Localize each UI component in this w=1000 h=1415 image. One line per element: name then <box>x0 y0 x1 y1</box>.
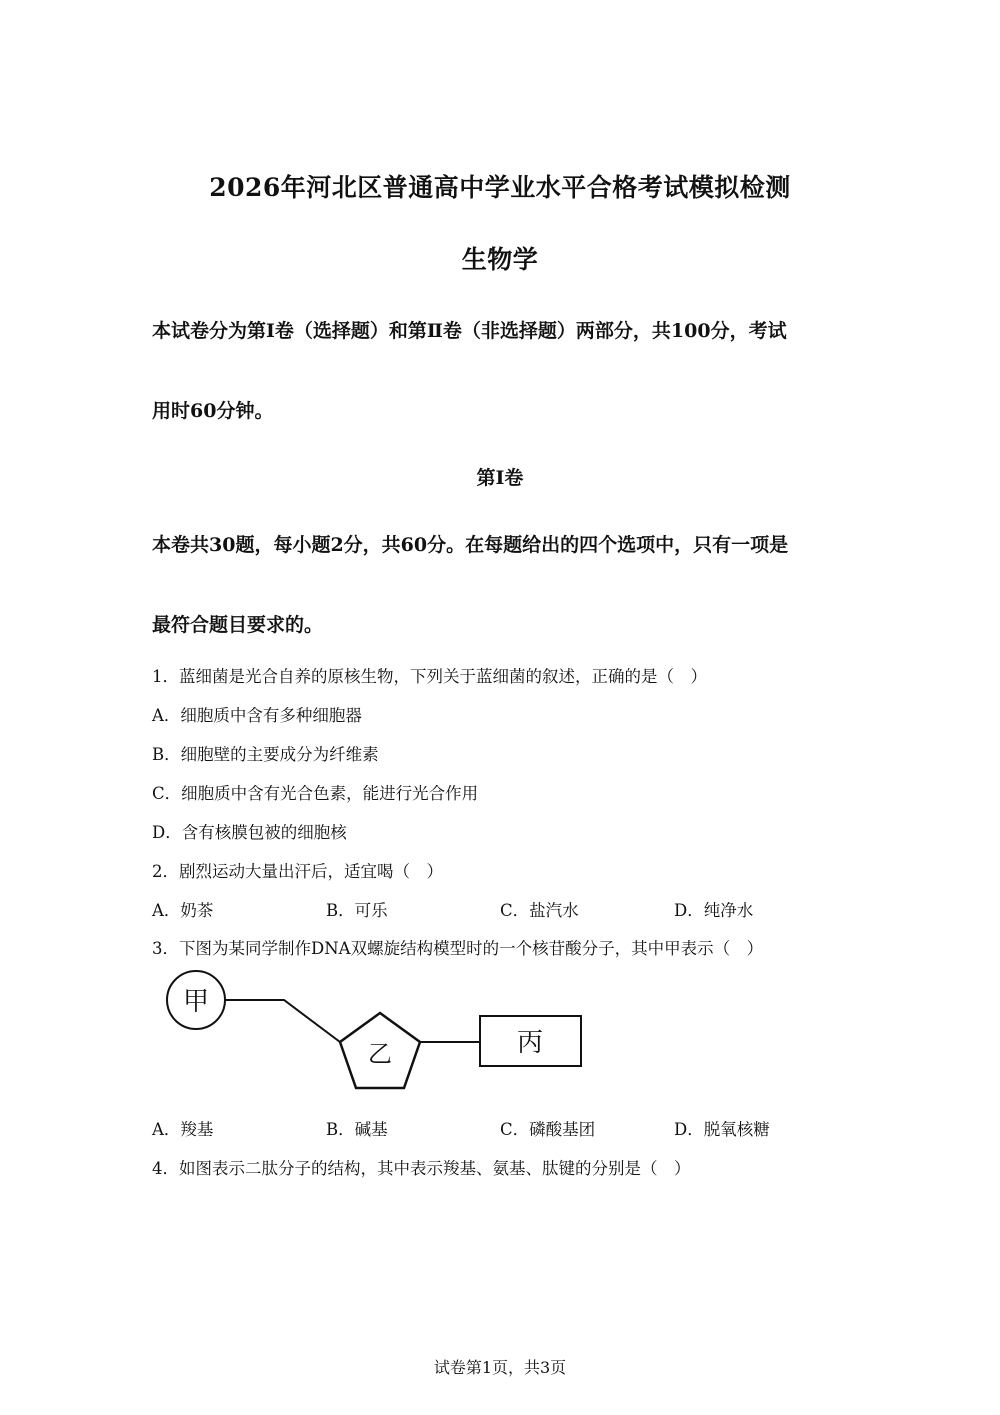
nucleotide-diagram <box>160 965 590 1097</box>
pentagon-label: 乙 <box>368 1040 392 1068</box>
question-2-option-d: D．纯净水 <box>674 901 754 920</box>
subject-title: 生物学 <box>461 245 539 274</box>
connector-line-1 <box>225 1000 340 1042</box>
question-1-stem: 1．蓝细菌是光合自养的原核生物，下列关于蓝细菌的叙述，正确的是（ ） <box>152 667 707 686</box>
question-2-stem: 2．剧烈运动大量出汗后，适宜喝（ ） <box>152 862 443 881</box>
question-1-option-b: B．细胞壁的主要成分为纤维素 <box>152 745 379 764</box>
question-3-option-c: C．磷酸基团 <box>500 1120 596 1139</box>
question-2-option-a: A．奶茶 <box>152 901 214 920</box>
page-footer: 试卷第1页，共3页 <box>433 1358 567 1377</box>
intro-line-1: 本试卷分为第Ⅰ卷（选择题）和第Ⅱ卷（非选择题）两部分，共100分，考试 <box>152 320 787 342</box>
intro-line-2: 用时60分钟。 <box>152 400 274 422</box>
question-3-option-d: D．脱氧核糖 <box>674 1120 770 1139</box>
question-3-stem: 3．下图为某同学制作DNA双螺旋结构模型时的一个核苷酸分子，其中甲表示（ ） <box>152 939 764 958</box>
question-1-option-c: C．细胞质中含有光合色素，能进行光合作用 <box>152 784 479 803</box>
section-heading: 第Ⅰ卷 <box>476 467 524 489</box>
circle-label: 甲 <box>182 987 210 1017</box>
question-1-option-d: D．含有核膜包被的细胞核 <box>152 823 347 842</box>
question-3-option-a: A．羧基 <box>152 1120 214 1139</box>
question-1-option-a: A．细胞质中含有多种细胞器 <box>152 706 362 725</box>
question-4-stem: 4．如图表示二肽分子的结构，其中表示羧基、氨基、肽键的分别是（ ） <box>152 1159 691 1178</box>
section-instruction-2: 最符合题目要求的。 <box>152 614 324 636</box>
question-2-option-b: B．可乐 <box>326 901 388 920</box>
question-3-option-b: B．碱基 <box>326 1120 388 1139</box>
question-2-option-c: C．盐汽水 <box>500 901 579 920</box>
section-instruction-1: 本卷共30题，每小题2分，共60分。在每题给出的四个选项中，只有一项是 <box>152 534 789 556</box>
exam-title: 2026年河北区普通高中学业水平合格考试模拟检测 <box>209 173 791 202</box>
rect-label: 丙 <box>516 1028 544 1058</box>
